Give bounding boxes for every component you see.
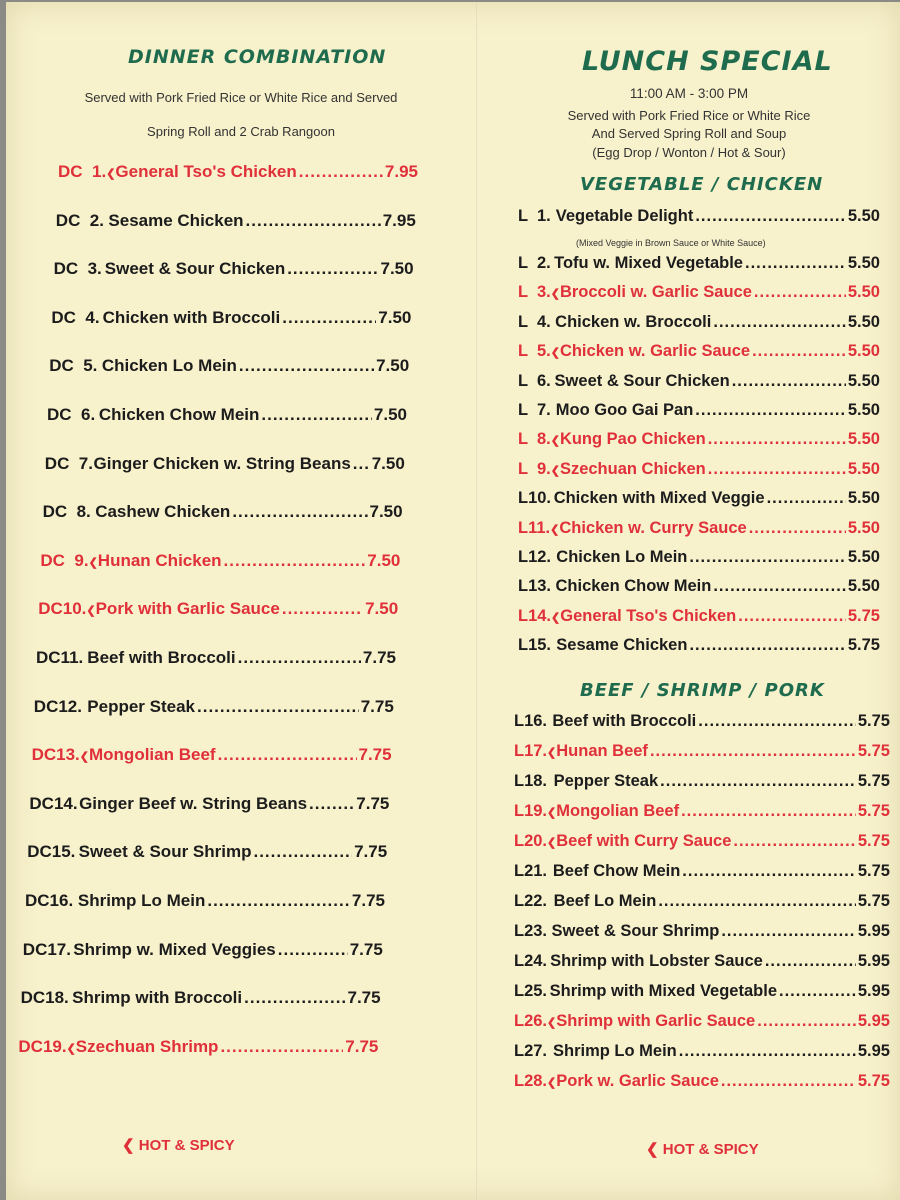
item-code: L 8.	[518, 430, 551, 449]
pepper-icon: ❮	[79, 751, 89, 764]
item-name: Beef with Broccoli	[552, 712, 697, 730]
dinner-subtitle-2: Spring Roll and 2 Crab Rangoon	[147, 124, 335, 139]
item-price: 5.95	[857, 952, 890, 970]
dot-leader	[220, 1037, 343, 1057]
item-code: L11.	[518, 518, 551, 537]
menu-item	[518, 342, 880, 361]
dot-leader	[681, 802, 856, 821]
item-name: Shrimp with Garlic Sauce	[556, 1012, 756, 1030]
item-name: Ginger Chicken w. String Beans	[93, 453, 351, 473]
item-price: 5.75	[847, 606, 880, 625]
menu-item	[514, 802, 890, 821]
item-code: L19.	[514, 802, 548, 820]
menu-item	[514, 1072, 890, 1091]
menu-item	[518, 607, 880, 626]
menu-item	[514, 772, 890, 791]
item-price: 7.75	[349, 939, 383, 959]
dot-leader	[721, 1072, 856, 1091]
dot-leader	[353, 454, 370, 474]
item-name: Shrimp Lo Mein	[77, 891, 206, 910]
item-name: Chicken Lo Mein	[101, 356, 237, 376]
pepper-icon: ❮	[547, 837, 557, 849]
item-name: Shrimp Lo Mein	[552, 1042, 677, 1060]
dot-leader	[682, 862, 856, 881]
dot-leader	[197, 697, 359, 717]
item-code: DC 8.	[42, 502, 91, 522]
item-name: Ginger Beef w. String Beans	[79, 793, 308, 813]
dot-leader	[278, 940, 348, 960]
item-price: 7.75	[362, 648, 396, 667]
item-name: Chicken with Broccoli	[102, 307, 281, 327]
dot-leader	[695, 401, 846, 420]
item-price: 5.50	[847, 312, 880, 331]
item-code: L 1.	[518, 207, 551, 225]
item-code: DC 7.	[44, 453, 93, 473]
menu-item	[514, 862, 890, 881]
item-price: 5.75	[857, 892, 890, 910]
item-code: L26.	[514, 1012, 548, 1030]
item-price: 7.50	[373, 405, 407, 424]
item-name: Sesame Chicken	[556, 636, 688, 655]
item-price: 5.50	[847, 577, 880, 596]
menu-item	[38, 599, 398, 619]
item-code: DC 1.	[58, 162, 107, 181]
item-price: 5.95	[857, 982, 890, 1000]
item-price: 5.75	[857, 802, 890, 820]
item-price: 5.50	[847, 548, 880, 566]
pepper-icon: ❮	[547, 807, 557, 819]
dot-leader	[261, 405, 372, 425]
menu-item	[518, 519, 880, 538]
item-price: 5.50	[847, 254, 880, 272]
dot-leader	[253, 842, 352, 862]
dot-leader	[282, 599, 363, 619]
item-code: L 6.	[518, 371, 551, 390]
item-name: Cashew Chicken	[95, 502, 231, 522]
item-name: Mongolian Beef	[89, 745, 216, 765]
menu-item	[518, 313, 880, 332]
menu-item	[32, 745, 392, 765]
item-name: Sesame Chicken	[108, 210, 244, 230]
item-price: 7.75	[356, 793, 390, 813]
item-price: 5.50	[847, 489, 880, 508]
item-name: Moo Goo Gai Pan	[555, 401, 694, 419]
menu-item	[518, 430, 880, 449]
dot-leader	[299, 162, 383, 182]
item-name: Broccoli w. Garlic Sauce	[559, 283, 752, 302]
item-code: L14.	[518, 606, 552, 625]
dot-leader	[695, 207, 846, 226]
item-price: 7.50	[380, 259, 414, 279]
item-code: DC 4.	[51, 307, 100, 327]
item-name: Pepper Steak	[553, 772, 659, 790]
item-price: 7.75	[345, 1036, 379, 1056]
menu-item	[51, 308, 411, 328]
item-name: Szechuan Shrimp	[75, 1036, 219, 1056]
menu-item	[45, 454, 405, 474]
menu-item	[23, 940, 383, 960]
dot-leader	[282, 308, 376, 328]
menu-item	[36, 648, 396, 668]
legend-label: HOT & SPICY	[138, 1137, 235, 1154]
item-name: Shrimp with Lobster Sauce	[550, 952, 763, 970]
item-code: DC15.	[27, 842, 76, 862]
item-name: Mongolian Beef	[556, 802, 680, 820]
menu-item	[514, 922, 890, 941]
item-price: 5.75	[857, 832, 890, 850]
dot-leader	[218, 745, 357, 765]
item-code: DC 5.	[49, 356, 98, 376]
dot-leader	[767, 489, 846, 508]
menu-item	[514, 1012, 890, 1031]
pepper-icon: ❮	[547, 1077, 557, 1089]
pepper-icon: ❮	[106, 168, 116, 180]
item-code: L 5.	[518, 342, 551, 361]
menu-item	[56, 211, 416, 231]
dot-leader	[779, 982, 856, 1001]
dot-leader	[650, 742, 856, 761]
dot-leader	[246, 211, 381, 231]
item-price: 7.75	[351, 891, 385, 910]
item-code: L28.	[514, 1072, 548, 1090]
item-name: Szechuan Chicken	[559, 459, 706, 478]
item-name: General Tso's Chicken	[560, 606, 737, 625]
item-name: Hunan Beef	[556, 742, 648, 760]
item-name: Pork w. Garlic Sauce	[556, 1072, 719, 1090]
item-name: Chicken Lo Mein	[556, 548, 688, 566]
dot-leader	[745, 254, 846, 273]
pepper-icon: ❮	[547, 747, 557, 759]
item-name: Sweet & Sour Chicken	[104, 259, 286, 279]
item-code: L12.	[518, 548, 552, 566]
dot-leader	[713, 313, 846, 332]
dot-leader	[752, 342, 846, 361]
item-price: 5.75	[857, 772, 890, 790]
item-price: 7.95	[382, 210, 416, 230]
menu-item	[514, 712, 890, 731]
dot-leader	[244, 988, 345, 1008]
item-code: L 2.	[518, 254, 551, 272]
dot-leader	[721, 922, 856, 941]
item-code: DC 6.	[47, 405, 96, 424]
section-beef-shrimp-pork: BEEF / SHRIMP / PORK	[580, 680, 825, 701]
item-name: Chicken w. Broccoli	[555, 312, 712, 331]
item-code: L16.	[514, 712, 548, 730]
pepper-icon: ❮	[66, 1042, 76, 1055]
item-name: Shrimp with Mixed Vegetable	[549, 982, 777, 1000]
item-price: 5.50	[847, 430, 880, 449]
pepper-icon: ❮	[88, 556, 98, 569]
menu-item	[518, 460, 880, 479]
item-code: L18.	[514, 772, 548, 790]
menu-item	[514, 742, 890, 761]
item-price: 5.50	[847, 371, 880, 390]
lunch-subtitle-3: (Egg Drop / Wonton / Hot & Sour)	[592, 145, 786, 160]
item-name: Sweet & Sour Chicken	[554, 371, 730, 390]
menu-item	[514, 1042, 890, 1061]
item-name: Beef with Curry Sauce	[556, 832, 732, 850]
item-name: Shrimp w. Mixed Veggies	[73, 939, 276, 959]
item-price: 5.50	[847, 342, 880, 361]
lunch-subtitle-2: And Served Spring Roll and Soup	[591, 126, 787, 141]
menu-item	[54, 259, 414, 279]
dinner-title: DINNER COMBINATION	[128, 46, 387, 68]
page-fold	[476, 2, 478, 1200]
dot-leader	[232, 502, 367, 522]
section-vegetable-chicken: VEGETABLE / CHICKEN	[580, 174, 824, 195]
item-price: 7.50	[367, 550, 401, 570]
item-price: 7.75	[347, 988, 381, 1008]
item-name: Chicken w. Curry Sauce	[559, 518, 747, 537]
item-code: L22.	[514, 892, 548, 910]
item-code: DC12.	[33, 696, 82, 716]
dot-leader	[738, 607, 846, 626]
menu-item	[514, 892, 890, 911]
menu-item	[25, 891, 385, 911]
item-code: L21.	[514, 862, 548, 880]
item-price: 5.95	[857, 1012, 890, 1030]
dot-leader	[754, 283, 846, 302]
item-name: Beef Lo Mein	[553, 892, 657, 910]
item-code: L17.	[514, 742, 548, 760]
lunch-title: LUNCH SPECIAL	[582, 46, 833, 77]
menu-item	[43, 502, 403, 522]
item-code: L15.	[518, 636, 552, 655]
dot-leader	[698, 712, 856, 731]
item-name: Beef Chow Mein	[552, 862, 681, 880]
dot-leader	[224, 551, 366, 571]
item-code: L20.	[514, 832, 548, 850]
dot-leader	[287, 259, 378, 279]
dinner-hot-spicy-legend	[122, 1136, 235, 1154]
menu-item	[58, 162, 418, 182]
item-name: Chicken w. Garlic Sauce	[559, 342, 751, 361]
item-price: 5.50	[847, 401, 880, 419]
menu-item	[514, 832, 890, 851]
dot-leader	[757, 1012, 856, 1031]
item-code: L25.	[514, 982, 548, 1000]
menu-item	[518, 372, 880, 391]
pepper-icon: ❮	[550, 435, 560, 448]
item-code: DC18.	[20, 988, 69, 1008]
lunch-hot-spicy-legend	[646, 1140, 759, 1158]
menu-item	[27, 842, 387, 862]
item-name: Sweet & Sour Shrimp	[78, 842, 252, 862]
pepper-icon: ❮	[86, 605, 96, 618]
item-price: 5.75	[847, 636, 880, 655]
pepper-icon: ❮	[547, 1017, 557, 1029]
dot-leader	[658, 892, 856, 911]
menu-item	[49, 356, 409, 376]
item-price: 5.50	[847, 283, 880, 302]
item-price: 5.50	[847, 518, 880, 537]
menu-item	[518, 636, 880, 655]
item-code: L 4.	[518, 312, 551, 331]
menu-item	[514, 952, 890, 971]
item-code: DC11.	[36, 648, 84, 667]
item-price: 5.75	[857, 1072, 890, 1090]
dot-leader	[679, 1042, 856, 1061]
menu-item	[47, 405, 407, 425]
dot-leader	[713, 577, 846, 596]
menu-item	[18, 1037, 378, 1057]
menu-item	[518, 489, 880, 508]
item-code: DC 2.	[55, 210, 104, 230]
item-price: 7.75	[358, 745, 392, 765]
menu-item	[518, 577, 880, 596]
dot-leader	[309, 794, 354, 814]
item-price: 7.50	[378, 307, 412, 327]
item-price: 7.95	[384, 162, 418, 181]
item-price: 5.75	[857, 742, 890, 760]
item-code: L 9.	[518, 459, 551, 478]
dinner-subtitle-1: Served with Pork Fried Rice or White Rice and Served	[84, 90, 398, 105]
menu-item	[518, 548, 880, 567]
menu-item	[518, 401, 880, 420]
lunch-subtitle-1: Served with Pork Fried Rice or White Rice	[567, 108, 811, 123]
menu-item	[34, 697, 394, 717]
item-name: Vegetable Delight	[555, 207, 694, 225]
menu-item	[514, 982, 890, 1001]
item-code: L 7.	[518, 401, 551, 419]
menu-item	[29, 794, 389, 814]
pepper-icon: ❮	[550, 523, 560, 536]
item-price: 7.50	[376, 356, 410, 376]
item-code: L 3.	[518, 283, 551, 302]
dot-leader	[689, 548, 845, 567]
item-code: DC10.	[38, 599, 87, 619]
menu-page	[6, 2, 900, 1200]
item-name: Tofu w. Mixed Vegetable	[554, 254, 743, 272]
item-name: General Tso's Chicken	[115, 162, 297, 181]
dot-leader	[732, 372, 846, 391]
item-price: 7.50	[371, 453, 405, 473]
item-name: Beef with Broccoli	[87, 648, 236, 667]
item-price: 5.75	[857, 712, 890, 730]
item-price: 5.50	[847, 459, 880, 478]
pepper-icon: ❮	[122, 1137, 135, 1154]
menu-item	[518, 254, 880, 273]
pepper-icon: ❮	[646, 1141, 659, 1158]
vegetable-delight-note: (Mixed Veggie in Brown Sauce or White Sauce)	[576, 238, 766, 248]
dot-leader	[207, 891, 350, 911]
item-name: Sweet & Sour Shrimp	[551, 922, 720, 940]
menu-item	[21, 988, 381, 1008]
dot-leader	[689, 636, 845, 655]
item-name: Pork with Garlic Sauce	[95, 599, 280, 619]
dot-leader	[749, 519, 846, 538]
item-name: Chicken Chow Mein	[98, 405, 260, 424]
item-code: DC17.	[22, 939, 71, 959]
dot-leader	[765, 952, 856, 971]
dot-leader	[238, 648, 361, 668]
item-price: 7.50	[365, 599, 399, 619]
item-name: Shrimp with Broccoli	[72, 988, 243, 1008]
item-code: DC14.	[29, 793, 78, 813]
item-price: 7.75	[354, 842, 388, 862]
item-name: Chicken Chow Mein	[555, 577, 712, 596]
item-price: 5.75	[857, 862, 890, 880]
menu-item	[40, 551, 400, 571]
item-code: L13.	[518, 577, 552, 596]
item-name: Kung Pao Chicken	[559, 430, 706, 449]
dot-leader	[733, 832, 855, 851]
pepper-icon: ❮	[550, 347, 560, 360]
item-price: 5.50	[847, 207, 880, 225]
menu-item	[518, 283, 880, 302]
item-code: L23.	[514, 922, 548, 940]
item-price: 5.95	[857, 922, 890, 940]
item-price: 7.50	[369, 502, 403, 522]
dot-leader	[708, 430, 846, 449]
item-code: DC19.	[18, 1036, 67, 1056]
item-price: 5.95	[857, 1042, 890, 1060]
legend-label: HOT & SPICY	[662, 1141, 759, 1158]
dot-leader	[708, 460, 846, 479]
item-code: DC 9.	[40, 550, 89, 570]
dot-leader	[239, 356, 374, 376]
item-price: 7.75	[360, 696, 394, 716]
item-name: Hunan Chicken	[97, 550, 222, 570]
item-name: Pepper Steak	[87, 696, 196, 716]
item-code: DC 3.	[53, 259, 102, 279]
item-code: L10.	[518, 489, 552, 508]
menu-item	[518, 207, 880, 226]
item-code: L24.	[514, 952, 548, 970]
dot-leader	[660, 772, 856, 791]
item-code: DC16.	[25, 891, 74, 910]
pepper-icon: ❮	[550, 288, 560, 301]
pepper-icon: ❮	[550, 464, 560, 477]
item-code: DC13.	[31, 745, 80, 765]
pepper-icon: ❮	[551, 611, 561, 624]
item-code: L27.	[514, 1042, 548, 1060]
item-name: Chicken with Mixed Veggie	[553, 489, 765, 508]
lunch-hours: 11:00 AM - 3:00 PM	[629, 86, 749, 101]
